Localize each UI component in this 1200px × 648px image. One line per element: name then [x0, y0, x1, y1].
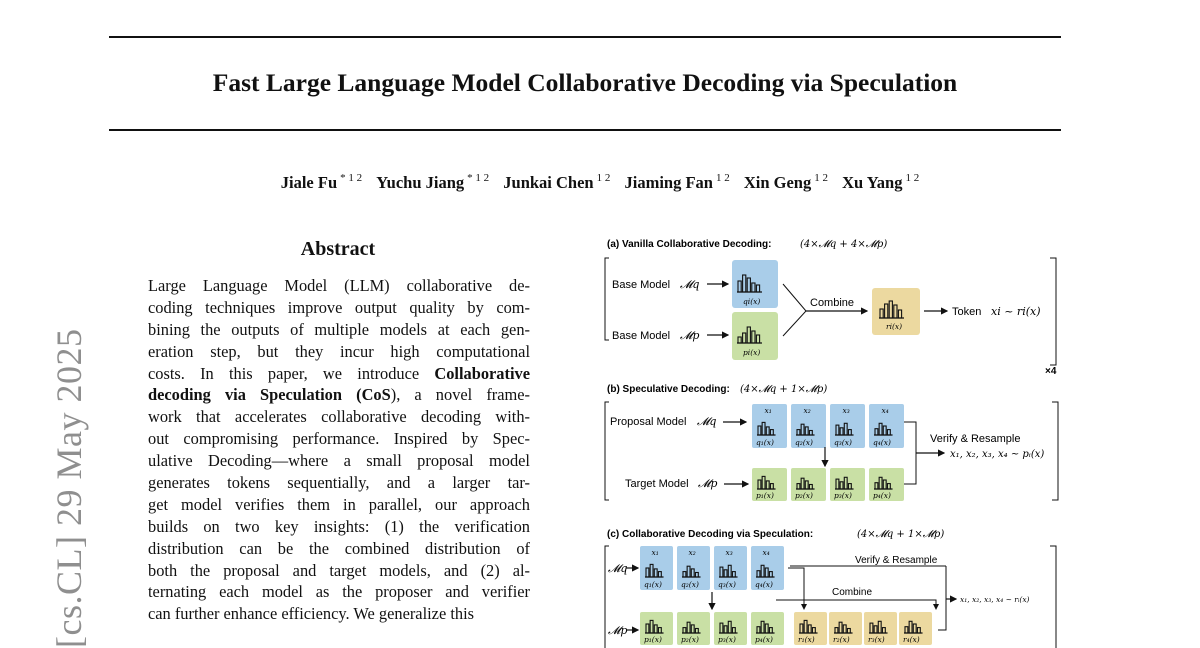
token-label: x₂	[803, 406, 811, 415]
panel-c-caption: (c) Collaborative Decoding via Speculation:	[607, 529, 814, 540]
distribution-label: q₄(x)	[873, 438, 891, 447]
abstract-text: ), a novel frame-	[390, 385, 531, 405]
top-rule	[109, 36, 1061, 38]
distribution-label: q₄(x)	[755, 580, 773, 589]
dist-label-r: r𝑖(𝑥)	[886, 322, 903, 331]
method-figure	[600, 232, 1070, 648]
author-affiliation: 1 2	[905, 172, 920, 184]
proposal-model-label: Proposal Model	[610, 416, 687, 428]
token-expression: x𝑖 ~ r𝑖(x)	[991, 305, 1041, 318]
token-label: x₃	[725, 548, 733, 557]
paper-title: Fast Large Language Model Collaborative Decoding via Speculation	[212, 68, 958, 97]
author-affiliation: 1 2	[814, 172, 828, 184]
panel-a-bracket-right	[1050, 258, 1056, 365]
abstract-line: both the proposal and target models, and (2) al-	[148, 560, 530, 580]
title-bottom-rule	[109, 129, 1061, 131]
distribution-label: q₂(x)	[795, 438, 813, 447]
combine-path	[776, 600, 936, 609]
token-label: x₃	[842, 406, 850, 415]
distribution-label: p₁(x)	[756, 491, 774, 500]
verify-resample-label: Verify & Resample	[930, 433, 1021, 445]
author-name: Jiale Fu	[280, 172, 338, 192]
panel-a-caption: (a) Vanilla Collaborative Decoding:	[607, 239, 772, 250]
proposal-distribution-row	[752, 404, 904, 448]
combine-label: Combine	[810, 297, 855, 309]
distribution-label: q₂(x)	[681, 580, 699, 589]
token-label: x₁	[651, 548, 659, 557]
token-label: x₄	[762, 548, 770, 557]
abstract-line	[148, 363, 530, 385]
abstract-bold: CoS	[361, 385, 391, 405]
abstract-line: distribution can be the combined distribution of	[148, 538, 530, 558]
author-name: Xu Yang	[842, 172, 903, 192]
abstract-heading: Abstract	[300, 238, 376, 260]
target-model-symbol: 𝓜p	[698, 477, 718, 490]
distribution-label: p₃(x)	[718, 635, 736, 644]
panel-b-bracket-right	[1052, 402, 1058, 500]
base-model-p-label: Base Model	[612, 330, 671, 342]
token-label: x₂	[688, 548, 696, 557]
c-q-distribution-row	[640, 546, 784, 590]
author-name: Yuchu Jiang	[376, 172, 465, 192]
dist-label-p: p𝑖(𝑥)	[743, 348, 761, 357]
panel-b-cost: (4×𝓜q + 1×𝓜p)	[740, 384, 828, 395]
proposal-model-symbol: 𝓜q	[697, 415, 717, 428]
distribution-label: r₃(x)	[868, 635, 885, 644]
abstract-bold: Collaborative	[434, 363, 530, 383]
abstract-bold: decoding via Speculation	[148, 385, 342, 405]
dist-label-q: q𝑖(𝑥)	[743, 297, 761, 306]
abstract-line: ternating each model as the proposer and verifier	[148, 582, 530, 602]
distribution-label: q₁(x)	[756, 438, 774, 447]
author-affiliation: * 1 2	[467, 172, 490, 184]
abstract-line: work that accelerates collaborative decoding with-	[148, 407, 530, 427]
panel-c-q-symbol: 𝓜q	[608, 562, 628, 575]
abstract-body	[148, 275, 530, 625]
panel-c-bracket-right	[1050, 546, 1056, 648]
token-label: x₄	[881, 406, 889, 415]
distribution-label: r₂(x)	[833, 635, 850, 644]
panel-b-caption: (b) Speculative Decoding:	[607, 384, 730, 395]
panel-c-p-symbol: 𝓜p	[608, 624, 628, 637]
abstract-line: coding techniques improve output quality by com-	[148, 297, 530, 317]
base-model-p-symbol: 𝓜p	[680, 329, 700, 342]
distribution-label: p₃(x)	[834, 491, 852, 500]
author-list	[0, 172, 1200, 193]
abstract-line: get model verifies them in parallel, our approach	[148, 494, 530, 514]
distribution-label: p₁(x)	[644, 635, 662, 644]
panel-b-output: x₁, x₂, x₃, x₄ ~ pᵢ(x)	[950, 449, 1045, 460]
distribution-label: q₁(x)	[644, 580, 662, 589]
abstract-line: bining the outputs of multiple models at each gen-	[148, 319, 530, 339]
panel-a-cost: (4×𝓜q + 4×𝓜p)	[800, 239, 888, 250]
panel-c-output: x₁, x₂, x₃, x₄ ~ rᵢ(x)	[960, 595, 1030, 604]
distribution-label: r₁(x)	[798, 635, 815, 644]
author	[376, 173, 489, 192]
author	[503, 173, 610, 192]
verify-resample-label-c: Verify & Resample	[855, 555, 938, 566]
author	[744, 173, 828, 192]
distribution-label: r₄(x)	[903, 635, 920, 644]
combine-path-up	[788, 568, 804, 609]
token-label: x₁	[764, 406, 772, 415]
abstract-line: can further enhance efficiency. We generalize this	[148, 604, 475, 624]
author-affiliation: * 1 2	[340, 172, 363, 184]
author-affiliation: 1 2	[596, 172, 611, 184]
distribution-label: p₄(x)	[755, 635, 773, 644]
abstract-line: ulative Decoding—where a small proposal model	[148, 451, 530, 471]
author	[281, 173, 362, 192]
c-r-distribution-row	[794, 612, 932, 645]
distribution-label: q₃(x)	[718, 580, 736, 589]
distribution-label: p₂(x)	[681, 635, 699, 644]
abstract-text: costs. In this paper, we introduce	[148, 363, 435, 383]
repeat-count: ×4	[1045, 366, 1057, 377]
target-distribution-row	[752, 468, 904, 501]
verify-drop	[938, 566, 946, 630]
author-affiliation: 1 2	[715, 172, 730, 184]
author-name: Xin Geng	[743, 172, 812, 192]
author	[842, 173, 919, 192]
abstract-line: eration step, but they incur high computational	[148, 341, 530, 361]
author-name: Jiaming Fan	[624, 172, 713, 192]
distribution-label: q₃(x)	[834, 438, 852, 447]
verify-bracket	[904, 422, 916, 484]
author	[624, 173, 729, 192]
distribution-label: p₄(x)	[873, 491, 891, 500]
target-model-label: Target Model	[625, 478, 689, 490]
base-model-q-label: Base Model	[612, 279, 671, 291]
c-p-distribution-row	[640, 612, 784, 645]
abstract-line: out compromising performance. Inspired by Spec-	[148, 429, 530, 449]
distribution-label: p₂(x)	[795, 491, 813, 500]
token-label: Token	[952, 306, 982, 318]
abstract-line: builds on two key insights: (1) the verification	[148, 516, 530, 536]
abstract-line: Large Language Model (LLM) collaborative de-	[148, 276, 530, 295]
abstract-bold: (	[342, 385, 362, 405]
panel-b-bracket-left	[605, 402, 609, 500]
arxiv-stamp: [cs.CL] 29 May 2025	[49, 328, 89, 648]
panel-c-cost: (4×𝓜q + 1×𝓜p)	[857, 529, 945, 540]
panel-a-bracket-left	[605, 258, 609, 340]
combine-label-c: Combine	[832, 587, 873, 598]
author-name: Junkai Chen	[503, 172, 594, 192]
base-model-q-symbol: 𝓜q	[680, 278, 700, 291]
combine-lines	[783, 284, 806, 336]
abstract-line: generates tokens sequentially, and a larger tar-	[148, 473, 530, 493]
abstract-line	[148, 384, 530, 406]
